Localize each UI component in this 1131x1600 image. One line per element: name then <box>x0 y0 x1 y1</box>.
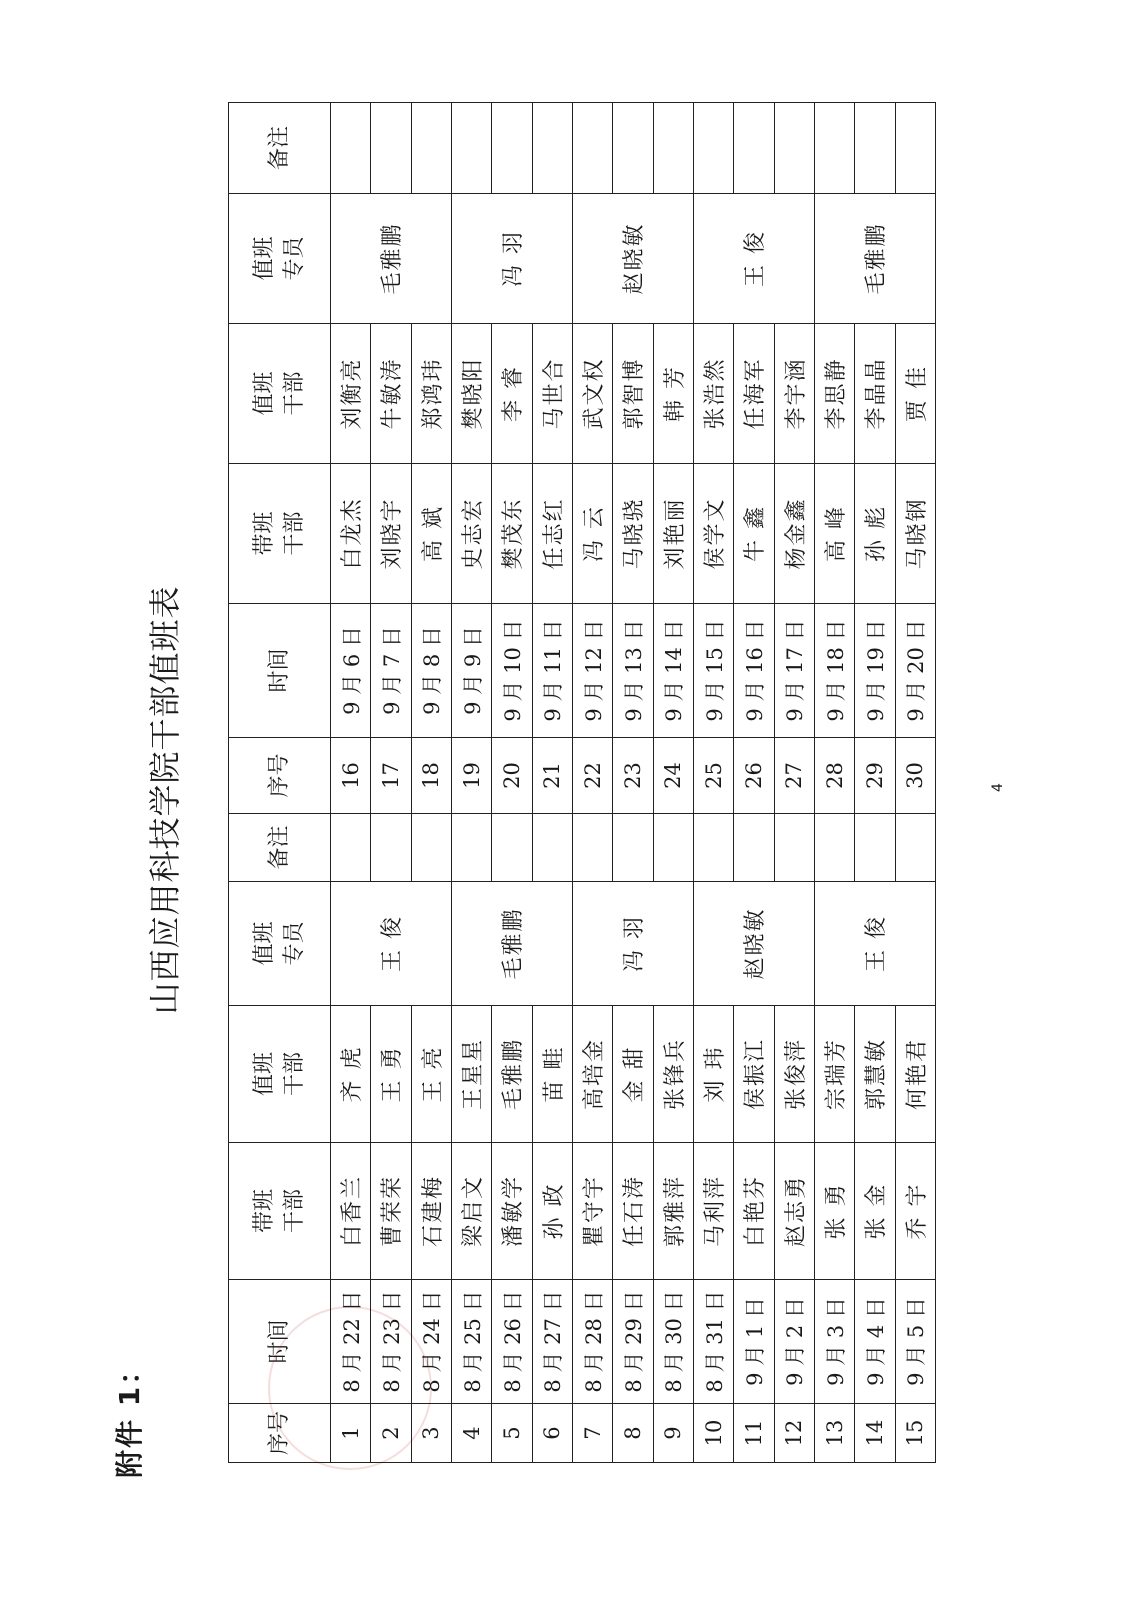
left-seq-header: 序号 <box>229 1404 331 1463</box>
lead-cadre-cell: 马利萍 <box>693 1143 733 1280</box>
lead-cadre-cell: 冯 云 <box>572 464 612 604</box>
seq-cell: 26 <box>734 738 774 814</box>
lead-cadre-cell: 高 斌 <box>411 464 451 604</box>
date-cell: 9 月 12 日 <box>572 604 612 738</box>
remark-cell <box>532 103 572 194</box>
duty-cadre-cell: 王 勇 <box>371 1006 411 1143</box>
lead-cadre-cell: 侯学文 <box>693 464 733 604</box>
lead-cadre-cell: 梁启文 <box>451 1143 491 1280</box>
date-cell: 9 月 8 日 <box>411 604 451 738</box>
duty-staff-cell: 王 俊 <box>693 194 814 324</box>
date-cell: 9 月 7 日 <box>371 604 411 738</box>
duty-cadre-cell: 李宇涵 <box>774 324 814 464</box>
table-row <box>572 103 612 1463</box>
remark-cell <box>774 814 814 882</box>
duty-cadre-cell: 刘 玮 <box>693 1006 733 1143</box>
duty-cadre-cell: 马世合 <box>532 324 572 464</box>
duty-cadre-cell: 李晶晶 <box>855 324 895 464</box>
lead-cadre-cell: 刘艳丽 <box>653 464 693 604</box>
seq-cell: 23 <box>613 738 653 814</box>
duty-cadre-cell: 李思静 <box>814 324 854 464</box>
lead-cadre-cell: 高 峰 <box>814 464 854 604</box>
date-cell: 8 月 24 日 <box>411 1280 451 1404</box>
lead-cadre-cell: 乔 宇 <box>895 1143 935 1280</box>
remark-cell <box>411 814 451 882</box>
table-row <box>814 103 854 1463</box>
lead-cadre-cell: 潘敏学 <box>492 1143 532 1280</box>
duty-cadre-cell: 刘衡亮 <box>331 324 371 464</box>
seq-cell: 13 <box>814 1404 854 1463</box>
duty-cadre-cell: 毛雅鹏 <box>492 1006 532 1143</box>
duty-cadre-cell: 贾 佳 <box>895 324 935 464</box>
lead-cadre-cell: 张 勇 <box>814 1143 854 1280</box>
date-cell: 9 月 16 日 <box>734 604 774 738</box>
duty-staff-cell: 王 俊 <box>331 882 452 1006</box>
lead-cadre-cell: 孙 政 <box>532 1143 572 1280</box>
seq-cell: 24 <box>653 738 693 814</box>
lead-cadre-cell: 瞿守宇 <box>572 1143 612 1280</box>
remark-cell <box>572 103 612 194</box>
duty-cadre-cell: 郭慧敏 <box>855 1006 895 1143</box>
right-staff-header <box>229 194 331 324</box>
duty-cadre-cell: 张俊萍 <box>774 1006 814 1143</box>
seq-cell: 14 <box>855 1404 895 1463</box>
date-cell: 9 月 15 日 <box>693 604 733 738</box>
remark-cell <box>371 814 411 882</box>
remark-cell <box>693 814 733 882</box>
duty-cadre-cell: 侯振江 <box>734 1006 774 1143</box>
remark-cell <box>814 814 854 882</box>
date-cell: 8 月 30 日 <box>653 1280 693 1404</box>
seq-cell: 11 <box>734 1404 774 1463</box>
lead-cadre-cell: 郭雅萍 <box>653 1143 693 1280</box>
seq-cell: 12 <box>774 1404 814 1463</box>
lead-cadre-cell: 刘晓宇 <box>371 464 411 604</box>
seq-cell: 2 <box>371 1404 411 1463</box>
seq-cell: 20 <box>492 738 532 814</box>
duty-cadre-cell: 郭智博 <box>613 324 653 464</box>
seq-cell: 6 <box>532 1404 572 1463</box>
lead-cadre-cell: 牛 鑫 <box>734 464 774 604</box>
page-number: 4 <box>990 783 1006 792</box>
duty-cadre-cell: 何艳君 <box>895 1006 935 1143</box>
date-cell: 9 月 5 日 <box>895 1280 935 1404</box>
duty-cadre-cell: 牛敏涛 <box>371 324 411 464</box>
remark-cell <box>774 103 814 194</box>
lead-cadre-cell: 曹荣荣 <box>371 1143 411 1280</box>
duty-cadre-cell: 张锋兵 <box>653 1006 693 1143</box>
duty-cadre-cell: 苗 畦 <box>532 1006 572 1143</box>
seq-cell: 10 <box>693 1404 733 1463</box>
seq-cell: 22 <box>572 738 612 814</box>
duty-header-line-2: 干部 <box>281 371 307 416</box>
remark-cell <box>855 103 895 194</box>
right-seq-header: 序号 <box>229 738 331 814</box>
duty-cadre-cell: 高培金 <box>572 1006 612 1143</box>
date-cell: 8 月 25 日 <box>451 1280 491 1404</box>
seq-cell: 29 <box>855 738 895 814</box>
seq-cell: 17 <box>371 738 411 814</box>
staff-header-line-1: 值班 <box>251 921 277 966</box>
date-cell: 8 月 29 日 <box>613 1280 653 1404</box>
duty-cadre-cell: 张浩然 <box>693 324 733 464</box>
remark-cell <box>492 814 532 882</box>
duty-header-line-2: 干部 <box>281 1052 307 1097</box>
duty-cadre-cell: 王 亮 <box>411 1006 451 1143</box>
remark-cell <box>613 103 653 194</box>
lead-cadre-cell: 任石涛 <box>613 1143 653 1280</box>
remark-cell <box>855 814 895 882</box>
remark-cell <box>653 814 693 882</box>
duty-staff-cell: 毛雅鹏 <box>814 194 935 324</box>
remark-cell <box>451 103 491 194</box>
date-cell: 9 月 4 日 <box>855 1280 895 1404</box>
right-date-header: 时间 <box>229 604 331 738</box>
left-staff-header <box>229 882 331 1006</box>
seq-cell: 4 <box>451 1404 491 1463</box>
date-cell: 9 月 6 日 <box>331 604 371 738</box>
duty-staff-cell: 冯 羽 <box>572 882 693 1006</box>
lead-header-line-2: 干部 <box>281 1189 307 1234</box>
lead-cadre-cell: 马晓骁 <box>613 464 653 604</box>
lead-cadre-cell: 张 金 <box>855 1143 895 1280</box>
lead-cadre-cell: 杨金鑫 <box>774 464 814 604</box>
lead-cadre-cell: 樊茂东 <box>492 464 532 604</box>
seq-cell: 25 <box>693 738 733 814</box>
duty-cadre-cell: 樊晓阳 <box>451 324 491 464</box>
staff-header-line-2: 专员 <box>281 236 307 281</box>
seq-cell: 9 <box>653 1404 693 1463</box>
left-remark-header: 备注 <box>229 814 331 882</box>
lead-cadre-cell: 白龙杰 <box>331 464 371 604</box>
date-cell: 9 月 11 日 <box>532 604 572 738</box>
date-cell: 9 月 10 日 <box>492 604 532 738</box>
duty-cadre-cell: 王星星 <box>451 1006 491 1143</box>
date-cell: 9 月 14 日 <box>653 604 693 738</box>
date-cell: 8 月 31 日 <box>693 1280 733 1404</box>
lead-header-line-1: 带班 <box>251 1189 277 1234</box>
left-duty-header <box>229 1006 331 1143</box>
lead-cadre-cell: 白艳芬 <box>734 1143 774 1280</box>
seq-cell: 21 <box>532 738 572 814</box>
date-cell: 9 月 13 日 <box>613 604 653 738</box>
page-title: 山西应用科技学院干部值班表 <box>146 585 184 1015</box>
date-cell: 9 月 3 日 <box>814 1280 854 1404</box>
remark-cell <box>734 814 774 882</box>
remark-cell <box>331 103 371 194</box>
seq-cell: 7 <box>572 1404 612 1463</box>
remark-cell <box>895 814 935 882</box>
duty-staff-cell: 王 俊 <box>814 882 935 1006</box>
remark-cell <box>734 103 774 194</box>
remark-cell <box>532 814 572 882</box>
seq-cell: 8 <box>613 1404 653 1463</box>
right-duty-header <box>229 324 331 464</box>
lead-cadre-cell: 石建梅 <box>411 1143 451 1280</box>
remark-cell <box>411 103 451 194</box>
duty-cadre-cell: 韩 芳 <box>653 324 693 464</box>
date-cell: 9 月 17 日 <box>774 604 814 738</box>
header-row <box>229 103 331 1463</box>
lead-header-line-1: 带班 <box>251 511 277 556</box>
lead-cadre-cell: 白香兰 <box>331 1143 371 1280</box>
remark-cell <box>492 103 532 194</box>
left-lead-header <box>229 1143 331 1280</box>
duty-staff-cell: 赵晓敏 <box>572 194 693 324</box>
remark-cell <box>331 814 371 882</box>
remark-cell <box>814 103 854 194</box>
staff-header-line-2: 专员 <box>281 921 307 966</box>
remark-cell <box>693 103 733 194</box>
lead-cadre-cell: 任志红 <box>532 464 572 604</box>
duty-cadre-cell: 宗瑞芳 <box>814 1006 854 1143</box>
date-cell: 9 月 1 日 <box>734 1280 774 1404</box>
right-remark-header: 备注 <box>229 103 331 194</box>
seq-cell: 3 <box>411 1404 451 1463</box>
remark-cell <box>572 814 612 882</box>
duty-cadre-cell: 任海军 <box>734 324 774 464</box>
table-row <box>451 103 491 1463</box>
remark-cell <box>451 814 491 882</box>
lead-cadre-cell: 马晓钢 <box>895 464 935 604</box>
duty-staff-cell: 毛雅鹏 <box>451 882 572 1006</box>
date-cell: 8 月 23 日 <box>371 1280 411 1404</box>
duty-cadre-cell: 齐 虎 <box>331 1006 371 1143</box>
duty-staff-cell: 赵晓敏 <box>693 882 814 1006</box>
table-row <box>693 103 733 1463</box>
duty-roster-table <box>228 102 936 1463</box>
left-date-header: 时间 <box>229 1280 331 1404</box>
date-cell: 9 月 18 日 <box>814 604 854 738</box>
seq-cell: 15 <box>895 1404 935 1463</box>
date-cell: 9 月 2 日 <box>774 1280 814 1404</box>
date-cell: 8 月 27 日 <box>532 1280 572 1404</box>
remark-cell <box>895 103 935 194</box>
date-cell: 9 月 20 日 <box>895 604 935 738</box>
date-cell: 9 月 19 日 <box>855 604 895 738</box>
lead-cadre-cell: 史志宏 <box>451 464 491 604</box>
duty-header-line-1: 值班 <box>251 1052 277 1097</box>
lead-cadre-cell: 赵志勇 <box>774 1143 814 1280</box>
seq-cell: 30 <box>895 738 935 814</box>
remark-cell <box>653 103 693 194</box>
date-cell: 8 月 28 日 <box>572 1280 612 1404</box>
duty-cadre-cell: 郑鸿玮 <box>411 324 451 464</box>
duty-header-line-1: 值班 <box>251 371 277 416</box>
date-cell: 8 月 22 日 <box>331 1280 371 1404</box>
attachment-label: 附件 1： <box>113 1354 146 1478</box>
seq-cell: 5 <box>492 1404 532 1463</box>
seq-cell: 16 <box>331 738 371 814</box>
seq-cell: 27 <box>774 738 814 814</box>
lead-cadre-cell: 孙 彪 <box>855 464 895 604</box>
duty-cadre-cell: 李 睿 <box>492 324 532 464</box>
remark-cell <box>371 103 411 194</box>
duty-staff-cell: 毛雅鹏 <box>331 194 452 324</box>
lead-header-line-2: 干部 <box>281 511 307 556</box>
table-row <box>331 103 371 1463</box>
right-lead-header <box>229 464 331 604</box>
seq-cell: 28 <box>814 738 854 814</box>
date-cell: 8 月 26 日 <box>492 1280 532 1404</box>
seq-cell: 19 <box>451 738 491 814</box>
duty-staff-cell: 冯 羽 <box>451 194 572 324</box>
duty-cadre-cell: 武文权 <box>572 324 612 464</box>
seq-cell: 18 <box>411 738 451 814</box>
remark-cell <box>613 814 653 882</box>
staff-header-line-1: 值班 <box>251 236 277 281</box>
date-cell: 9 月 9 日 <box>451 604 491 738</box>
seq-cell: 1 <box>331 1404 371 1463</box>
duty-cadre-cell: 金 甜 <box>613 1006 653 1143</box>
